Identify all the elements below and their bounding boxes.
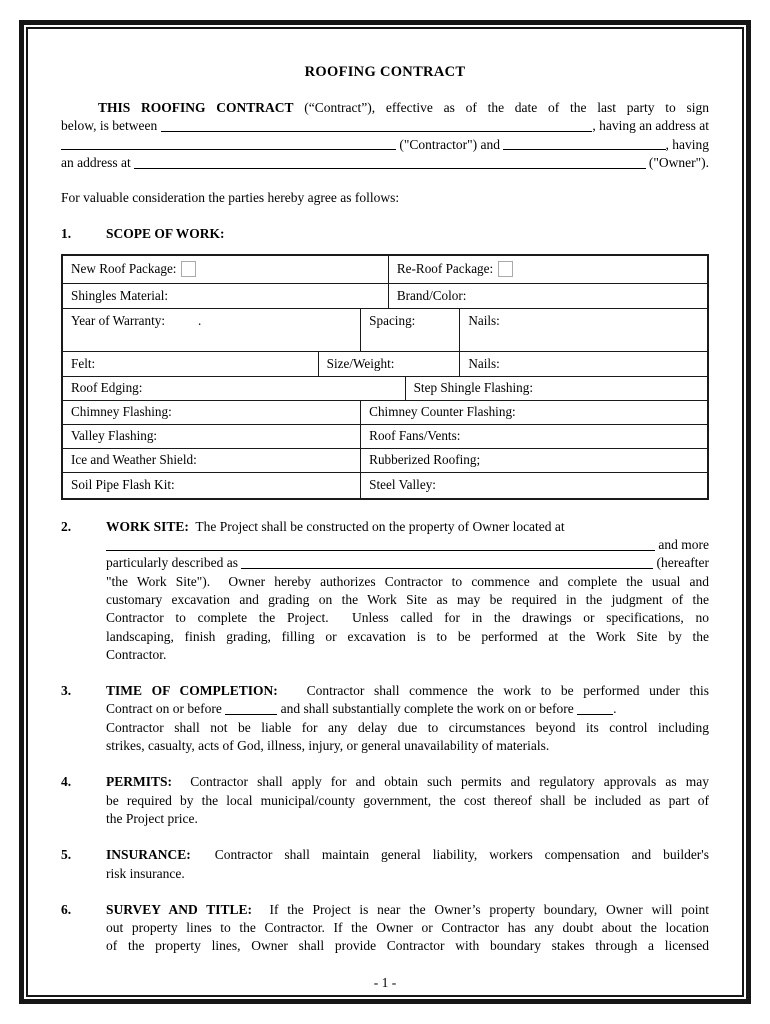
text-run: Contractor shall commence the work to be performed under this: [277, 683, 709, 699]
table-cell: [389, 256, 707, 283]
text-run: Contract on or before: [106, 701, 226, 717]
contract-section-4: [61, 773, 709, 828]
blank-field: [161, 131, 593, 132]
table-row: [63, 449, 707, 473]
table-cell: [389, 284, 707, 308]
blank-field: [577, 714, 613, 715]
text-line: [106, 700, 709, 718]
contract-section-2: [61, 518, 709, 664]
text-line: [106, 737, 709, 755]
table-cell: [460, 309, 707, 351]
text-line: [106, 225, 709, 243]
checkbox-field[interactable]: [181, 261, 196, 277]
text-run: If the Project is near the Owner’s property boundary, Owner will point: [252, 901, 709, 917]
text-line: [106, 919, 709, 937]
blank-field: [134, 168, 645, 169]
blank-field: [106, 550, 655, 551]
text-bold-run: PERMITS:: [106, 774, 173, 790]
text-line: [106, 536, 709, 554]
text-line: [106, 773, 709, 791]
table-row: [63, 284, 707, 309]
text-bold-run: SCOPE OF WORK:: [106, 226, 225, 242]
cell-label: Shingles Material:: [71, 287, 169, 303]
text-run: The Project shall be constructed on the property of Owner located at: [188, 518, 565, 534]
cell-label: Roof Fans/Vents:: [369, 428, 461, 444]
text-bold-run: THIS ROOFING CONTRACT: [98, 100, 294, 115]
table-cell: [361, 449, 707, 472]
table-cell: [460, 352, 707, 376]
text-run: landscaping, finish grading, filling or excavation is to be performed at the Work Site by the: [106, 628, 709, 644]
text-line: [106, 865, 709, 883]
text-line: [106, 792, 709, 810]
text-run: Contractor shall maintain general liability, workers compensation and builder's: [190, 847, 709, 863]
text-line: [106, 810, 709, 828]
cell-label: Spacing:: [369, 312, 416, 328]
document-title: ROOFING CONTRACT: [304, 64, 466, 80]
table-row: [63, 256, 707, 284]
contract-section-6: [61, 901, 709, 956]
cell-label: Size/Weight:: [326, 355, 395, 371]
text-run: risk insurance.: [106, 865, 185, 881]
table-row: [63, 401, 707, 425]
text-bold-run: WORK SITE:: [106, 518, 189, 534]
text-run: (“Contract”), effective as of the date of the last party to sign: [293, 100, 710, 115]
cell-label: Chimney Flashing:: [71, 404, 172, 420]
text-bold-run: INSURANCE:: [106, 847, 191, 863]
blank-field: [61, 149, 396, 150]
cell-label: New Roof Package:: [71, 261, 177, 277]
text-run: and more: [655, 537, 709, 553]
section-number: 1.: [61, 226, 72, 242]
section-number: 6.: [61, 901, 72, 917]
text-run: (hereafter: [653, 555, 709, 571]
cell-label: Soil Pipe Flash Kit:: [71, 477, 175, 493]
text-line: [106, 901, 709, 919]
text-run: be required by the local municipal/county government, the cost thereof shall be included as part of: [106, 792, 709, 808]
table-row: [63, 309, 707, 352]
contract-section-1: [61, 225, 709, 243]
text-line: [61, 136, 709, 154]
text-line: [106, 609, 709, 627]
section-body: [106, 773, 709, 828]
text-run: customary excavation and grading on the Work Site as may be required in the judgment of the: [106, 591, 709, 607]
blank-field: [225, 714, 277, 715]
text-run: of the property lines, Owner shall provide Contractor with boundary stakes through a licensed: [106, 938, 709, 954]
section-body: [106, 901, 709, 956]
table-cell: [63, 352, 319, 376]
text-run: ("Contractor") and: [396, 136, 504, 152]
cell-label: Rubberized Roofing;: [369, 452, 481, 468]
text-run: Contractor shall not be liable for any delay due to circumstances beyond its control including: [106, 719, 709, 735]
cell-label: Roof Edging:: [71, 380, 143, 396]
table-cell: [63, 449, 361, 472]
blank-field: [241, 568, 653, 569]
cell-label: Brand/Color:: [396, 287, 467, 303]
text-run: out property lines to the Contractor. If the Owner or Contractor has any doubt about the location: [106, 920, 709, 936]
scope-of-work-table: [61, 254, 709, 500]
outer-frame: [19, 20, 751, 1004]
text-run: an address at: [61, 154, 135, 170]
text-run: below, is between: [61, 118, 161, 134]
section-number: 2.: [61, 518, 72, 534]
text-run: , having: [665, 136, 709, 152]
cell-label: Re-Roof Package:: [396, 261, 494, 277]
section-number: 5.: [61, 847, 72, 863]
text-run: , having an address at: [592, 118, 709, 134]
table-cell: [63, 473, 361, 498]
section-body: [106, 846, 709, 883]
table-cell: [63, 425, 361, 448]
table-row: [63, 473, 707, 498]
text-line: [106, 573, 709, 591]
cell-label: Ice and Weather Shield:: [71, 452, 197, 468]
text-line: [106, 554, 709, 572]
table-row: [63, 352, 707, 377]
cell-label: Nails:: [468, 355, 500, 371]
section-body: [106, 225, 709, 243]
section-body: [106, 518, 709, 664]
text-line: [106, 846, 709, 864]
blank-field: [503, 149, 665, 150]
text-run: Contractor.: [106, 646, 167, 662]
text-bold-run: TIME OF COMPLETION:: [106, 683, 278, 699]
text-run: "the Work Site"). Owner hereby authorizes Contractor to commence and complete the usual and: [106, 573, 709, 589]
text-line: [106, 591, 709, 609]
text-line: [61, 117, 709, 135]
page-number: - 1 -: [373, 974, 397, 990]
text-line: [61, 99, 709, 117]
table-cell: [361, 473, 707, 498]
table-cell: [361, 425, 707, 448]
cell-label: Valley Flashing:: [71, 428, 158, 444]
table-cell: [319, 352, 461, 376]
table-cell: [406, 377, 707, 400]
checkbox-field[interactable]: [498, 261, 513, 277]
cell-label: Year of Warranty: .: [71, 312, 202, 328]
text-line: [61, 154, 709, 172]
text-line: [106, 628, 709, 646]
cell-label: Chimney Counter Flashing:: [369, 404, 516, 420]
text-line: [106, 646, 709, 664]
text-run: and shall substantially complete the work on or before: [277, 701, 578, 717]
text-line: [106, 937, 709, 955]
text-run: Contractor shall apply for and obtain such permits and regulatory approvals as may: [172, 774, 709, 790]
text-run: strikes, casualty, acts of God, illness, injury, or general unavailability of materials.: [106, 738, 550, 754]
section-number: 4.: [61, 774, 72, 790]
cell-label: Step Shingle Flashing:: [413, 380, 534, 396]
text-bold-run: SURVEY AND TITLE:: [106, 901, 253, 917]
consideration-line: For valuable consideration the parties hereby agree as follows:: [61, 190, 400, 206]
inner-frame: [26, 27, 744, 997]
table-row: [63, 425, 707, 449]
text-run: Contractor to complete the Project. Unless called for in the drawings or specifications, no: [106, 610, 709, 626]
text-line: [106, 518, 709, 536]
contract-section-5: [61, 846, 709, 883]
table-cell: [63, 309, 361, 351]
sections-container: [61, 225, 709, 955]
cell-label: Felt:: [71, 355, 96, 371]
contract-section-3: [61, 682, 709, 755]
text-line: [106, 719, 709, 737]
text-run: ("Owner").: [645, 154, 709, 170]
table-cell: [361, 309, 460, 351]
text-run: .: [613, 701, 617, 717]
text-run: particularly described as: [106, 555, 242, 571]
cell-label: Nails:: [468, 312, 500, 328]
table-cell: [63, 401, 361, 424]
table-cell: [63, 377, 406, 400]
table-cell: [361, 401, 707, 424]
intro-paragraph: [61, 99, 709, 172]
section-number: 3.: [61, 683, 72, 699]
table-row: [63, 377, 707, 401]
table-cell: [63, 284, 389, 308]
cell-label: Steel Valley:: [369, 477, 436, 493]
section-body: [106, 682, 709, 755]
text-run: the Project price.: [106, 810, 198, 826]
text-line: [106, 682, 709, 700]
table-cell: [63, 256, 389, 283]
